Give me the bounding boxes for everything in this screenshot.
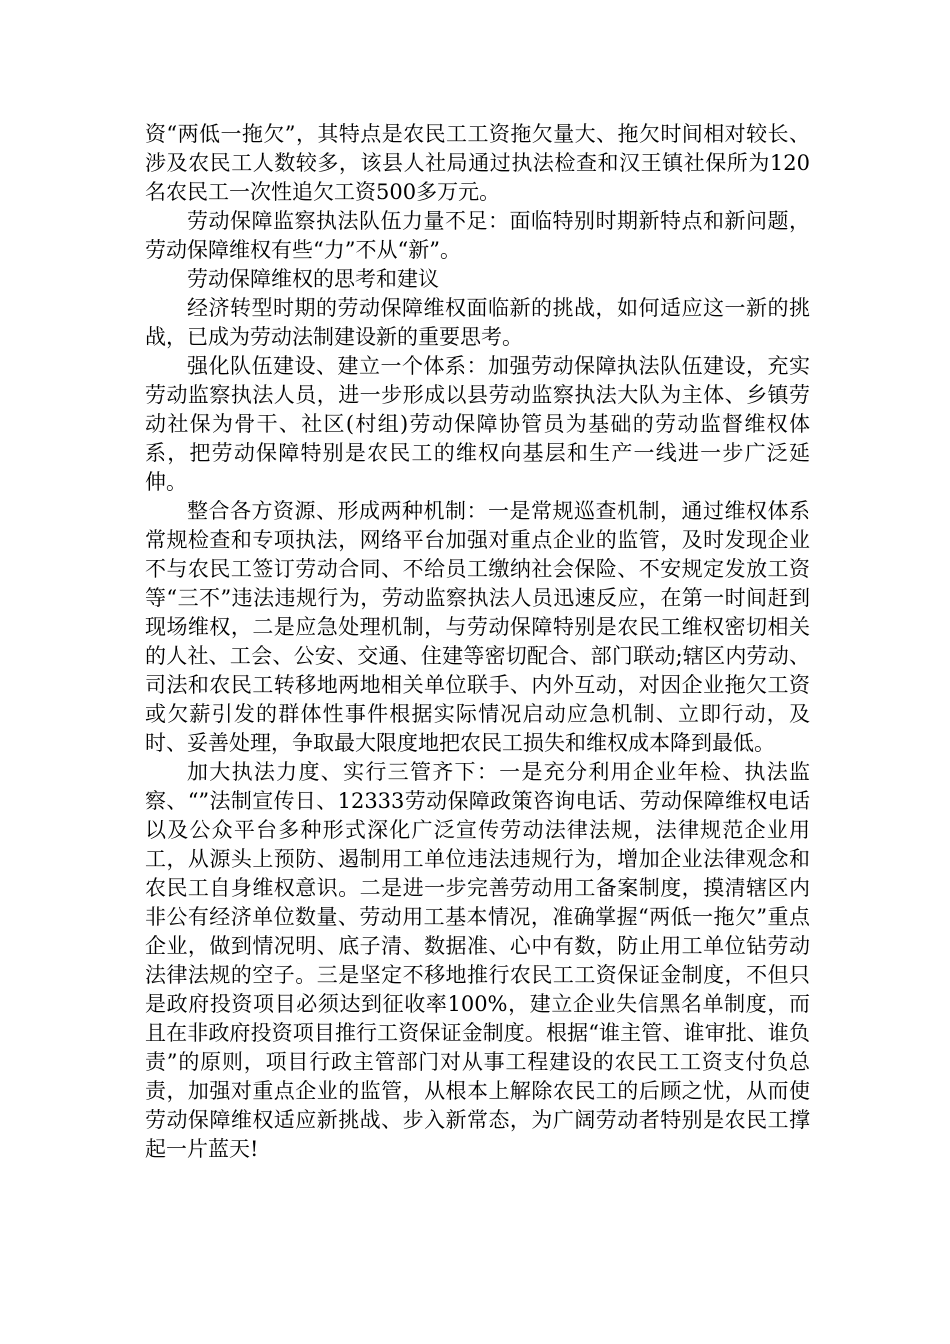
paragraph-mechanisms: 整合各方资源、形成两种机制：一是常规巡查机制，通过维权体系常规检查和专项执法，网络平台加强对重点企业的监管，及时发现企业不与农民工签订劳动合同、不给员工缴纳社会保险、不安规定发放工资等“三不”违法违规行为，劳动监察执法人员迅速反应，在第一时间赶到现场维权，二是应急处理机制，与劳动保障特别是农民工维权密切相关的人社、工会、公安、交通、住建等密切配合、部门联动;辖区内劳动、司法和农民工转移地两地相关单位联手、内外互动，对因企业拖欠工资或欠薪引发的群体性事件根据实际情况启动应急机制、立即行动，及时、妥善处理，争取最大限度地把农民工损失和维权成本降到最低。 [145, 499, 810, 755]
paragraph-team-building: 强化队伍建设、建立一个体系：加强劳动保障执法队伍建设，充实劳动监察执法人员，进一步形成以县劳动监察执法大队为主体、乡镇劳动社保为骨干、社区(村组)劳动保障协管员为基础的劳动监督维权体系，把劳动保障特别是农民工的维权向基层和生产一线进一步广泛延伸。 [145, 354, 810, 494]
paragraph-insufficient-force: 劳动保障监察执法队伍力量不足：面临特别时期新特点和新问题，劳动保障维权有些“力”不从“新”。 [145, 209, 810, 262]
section-heading: 劳动保障维权的思考和建议 [187, 267, 439, 291]
document-page [145, 120, 810, 1164]
paragraph-continuation: 资“两低一拖欠”，其特点是农民工工资拖欠量大、拖欠时间相对较长、涉及农民工人数较多，该县人社局通过执法检查和汉王镇社保所为120名农民工一次性追欠工资500多万元。 [145, 122, 810, 204]
paragraph-challenge: 经济转型时期的劳动保障维权面临新的挑战，如何适应这一新的挑战，已成为劳动法制建设新的重要思考。 [145, 296, 810, 349]
paragraph-enforcement: 加大执法力度、实行三管齐下：一是充分利用企业年检、执法监察、“”法制宣传日、12333劳动保障政策咨询电话、劳动保障维权电话以及公众平台多种形式深化广泛宣传劳动法律法规，法律规范企业用工，从源头上预防、遏制用工单位违法违规行为，增加企业法律观念和农民工自身维权意识。二是进一步完善劳动用工备案制度，摸清辖区内非公有经济单位数量、劳动用工基本情况，准确掌握“两低一拖欠”重点企业，做到情况明、底子清、数据准、心中有数，防止用工单位钻劳动法律法规的空子。三是坚定不移地推行农民工工资保证金制度，不但只是政府投资项目必须达到征收率100%，建立企业失信黑名单制度，而且在非政府投资项目推行工资保证金制度。根据“谁主管、谁审批、谁负责”的原则，项目行政主管部门对从事工程建设的农民工工资支付负总责，加强对重点企业的监管，从根本上解除农民工的后顾之忧，从而使劳动保障维权适应新挑战、步入新常态，为广阔劳动者特别是农民工撑起一片蓝天! [145, 760, 810, 1161]
